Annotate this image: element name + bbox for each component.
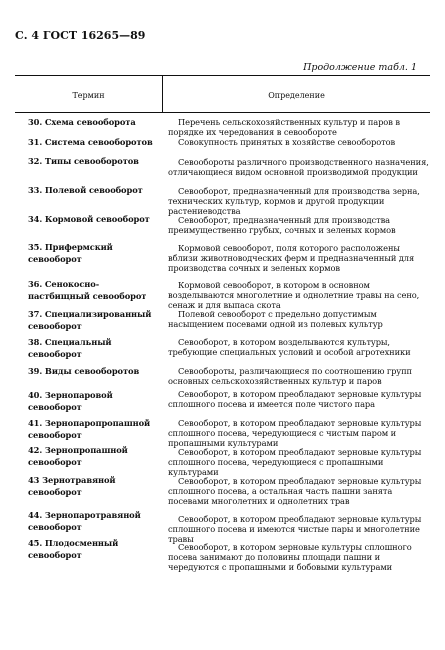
table-continuation-label: Продолжение табл. 1 [303, 62, 417, 73]
term-34: 34. Кормовой севооборот [28, 214, 150, 224]
definition-44: Севооборот, в котором преобладают зерновые культуры сплошного посева и имеются чистые пары и многолетние травы [168, 514, 422, 544]
definition-41: Севооборот, в котором преобладают зерновые культуры сплошного посева, чередующиеся с чистым паром и пропашными культурами [168, 418, 422, 448]
term-35: 35. Прифермский севооборот [28, 242, 113, 264]
term-32: 32. Типы севооборотов [28, 156, 139, 166]
definition-40: Севооборот, в котором преобладают зерновые культуры сплошного посева и имеется поле чистого пара [168, 389, 422, 409]
term-45: 45. Плодосменный севооборот [28, 538, 119, 560]
term-39: 39. Виды севооборотов [28, 366, 140, 376]
definition-30: Перечень сельскохозяйственных культур и паров в порядке их чередования в севообороте [168, 117, 400, 137]
definition-31: Совокупность принятых в хозяйстве севооборотов [178, 137, 396, 147]
term-43: 43 Зернотравяной севооборот [28, 475, 116, 497]
definition-column-header: Определение [268, 91, 325, 100]
term-30: 30. Схема севооборота [28, 117, 136, 127]
page-header: С. 4 ГОСТ 16265—89 [15, 29, 146, 42]
definition-42: Севооборот, в котором преобладают зерновые культуры сплошного посева, чередующиеся с пропашными культурами [168, 447, 422, 477]
definition-32: Севообороты различного производственного назначения, отличающиеся видом основной производимой продукции [168, 157, 429, 177]
definition-35: Кормовой севооборот, поля которого расположены вблизи животноводческих ферм и предназначенный для производства сочных и зеленых кормов [168, 243, 415, 273]
term-31: 31. Система севооборотов [28, 137, 153, 147]
term-36: 36. Сенокосно-пастбищный севооборот [28, 279, 147, 301]
term-column-header: Термин [72, 91, 105, 100]
term-44: 44. Зернопаротравяной севооборот [28, 510, 141, 532]
definition-39: Севообороты, различающиеся по соотношению групп основных сельскохозяйственных культур и паров [168, 366, 412, 386]
header-bottom-rule [15, 112, 430, 113]
definition-33: Севооборот, предназначенный для производства зерна, технических культур, кормов и другой продукции растениеводства [168, 186, 420, 216]
definition-36: Кормовой севооборот, в котором в основном возделываются многолетние и однолетние травы на сено, сенаж и для выпаса скота [168, 280, 420, 310]
definition-37: Полевой севооборот с предельно допустимым насыщением посевами одной из полевых культур [168, 309, 383, 329]
definition-43: Севооборот, в котором преобладают зерновые культуры сплошного посева, а остальная часть пашни занята посевами многолетних и однолетних трав [168, 476, 422, 506]
term-37: 37. Специализированный севооборот [28, 309, 152, 331]
definition-38: Севооборот, в котором возделываются культуры, требующие специальных условий и особой агротехники [168, 337, 411, 357]
term-41: 41. Зернопаропропашной севооборот [28, 418, 151, 440]
term-38: 38. Специальный севооборот [28, 337, 112, 359]
definition-34: Севооборот, предназначенный для производства преимущественно грубых, сочных и зеленых кормов [168, 215, 396, 235]
term-33: 33. Полевой севооборот [28, 185, 143, 195]
table-top-rule [15, 75, 430, 76]
definition-45: Севооборот, в котором зерновые культуры сплошного посева занимают до половины площади пашни и чередуются с пропашными и бобовыми культурами [168, 542, 412, 572]
term-40: 40. Зернопаровой севооборот [28, 390, 113, 412]
term-42: 42. Зернопропашной севооборот [28, 445, 128, 467]
